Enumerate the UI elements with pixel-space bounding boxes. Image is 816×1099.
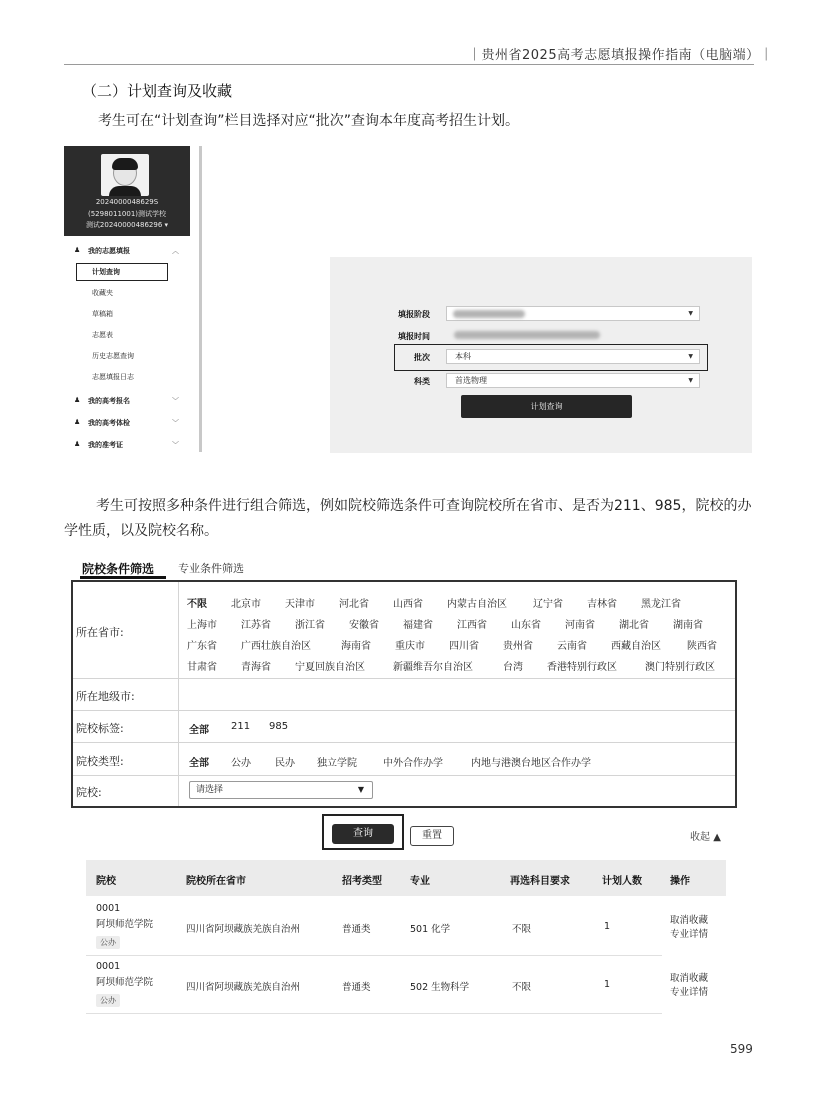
chevron-down-icon[interactable]: ﹀ [172, 397, 179, 405]
major: 502 生物科学 [410, 982, 470, 993]
batch-label: 批次 [414, 353, 430, 362]
tag-option-all[interactable]: 全部 [189, 725, 209, 736]
province-option[interactable]: 不限 [187, 599, 207, 610]
column-header: 院校 [96, 876, 116, 887]
filter-table [71, 580, 737, 808]
province-option[interactable]: 河南省 [565, 620, 595, 631]
column-header: 操作 [670, 876, 690, 887]
sidebar-item-admission-ticket[interactable]: 我的准考证 [88, 441, 123, 449]
school-location: 四川省阿坝藏族羌族自治州 [186, 982, 301, 993]
province-option[interactable]: 西藏自治区 [611, 641, 661, 652]
province-option[interactable]: 江西省 [457, 620, 487, 631]
sidebar-item-favorites[interactable]: 收藏夹 [92, 289, 113, 297]
section-title: （二）计划查询及收藏 [82, 82, 233, 100]
subject-select[interactable]: 首选物理 ▼ [446, 373, 700, 388]
province-option[interactable]: 上海市 [187, 620, 217, 631]
chevron-down-icon: ▼ [688, 377, 693, 384]
major-detail-link[interactable]: 专业详情 [670, 929, 709, 940]
province-option[interactable]: 台湾 [503, 662, 523, 673]
province-option[interactable]: 陕西省 [687, 641, 717, 652]
province-option[interactable]: 黑龙江省 [641, 599, 681, 610]
reset-button[interactable]: 重置 [410, 826, 454, 846]
tag-option-985[interactable]: 985 [269, 721, 289, 732]
paragraph-filter: 考生可按照多种条件进行组合筛选，例如院校筛选条件可查询院校所在省市、是否为211、985，院校的办学性质，以及院校名称。 [64, 498, 752, 539]
province-option[interactable]: 宁夏回族自治区 [295, 662, 365, 673]
column-header: 计划人数 [602, 876, 642, 887]
sidebar-item-log[interactable]: 志愿填报日志 [92, 373, 134, 381]
nature-badge: 公办 [96, 936, 120, 949]
type-row [73, 743, 735, 776]
sidebar-item-registration[interactable]: 我的高考报名 [88, 397, 130, 405]
sidebar-user-panel [64, 146, 190, 236]
school-location: 四川省阿坝藏族羌族自治州 [186, 924, 301, 935]
sidebar-item-application[interactable]: 志愿表 [92, 331, 113, 339]
page-header-title: ｜贵州省2025高考志愿填报操作指南（电脑端）｜ [468, 48, 774, 63]
province-option[interactable]: 海南省 [341, 641, 371, 652]
query-button[interactable]: 查询 [332, 824, 394, 844]
tag-option-211[interactable]: 211 [231, 721, 251, 732]
batch-select[interactable]: 本科 ▼ [446, 349, 700, 364]
province-row [73, 582, 735, 679]
column-header: 招考类型 [342, 876, 382, 887]
province-option[interactable]: 北京市 [231, 599, 261, 610]
province-option[interactable]: 安徽省 [349, 620, 379, 631]
major: 501 化学 [410, 924, 451, 935]
unfavorite-link[interactable]: 取消收藏 [670, 973, 709, 984]
type-option-hk-macao-taiwan[interactable]: 内地与港澳台地区合作办学 [471, 758, 591, 769]
province-label: 所在省市: [76, 626, 124, 639]
highlight-box [322, 814, 404, 850]
province-option[interactable]: 辽宁省 [533, 599, 563, 610]
admission-type: 普通类 [342, 924, 371, 935]
sidebar-item-medical[interactable]: 我的高考体检 [88, 419, 130, 427]
province-option[interactable]: 湖南省 [673, 620, 703, 631]
school-code: 0001 [96, 961, 121, 972]
chevron-down-icon[interactable]: ﹀ [172, 441, 179, 449]
type-label: 院校类型: [76, 755, 124, 768]
chevron-down-icon[interactable]: ﹀ [172, 419, 179, 427]
province-option[interactable]: 天津市 [285, 599, 315, 610]
province-option[interactable]: 浙江省 [295, 620, 325, 631]
active-tab-underline [80, 576, 166, 579]
table-row [86, 900, 709, 956]
tab-school-filter[interactable]: 院校条件筛选 [82, 562, 155, 576]
sidebar-group-label[interactable]: 我的志愿填报 [88, 247, 130, 255]
chevron-down-icon: ▾ [164, 221, 169, 229]
subject-requirement: 不限 [512, 982, 532, 993]
results-header [86, 860, 726, 896]
province-option[interactable]: 甘肃省 [187, 662, 217, 673]
page-number: 599 [730, 1042, 753, 1056]
major-detail-link[interactable]: 专业详情 [670, 987, 709, 998]
plan-query-button[interactable]: 计划查询 [461, 395, 632, 418]
subject-label: 科类 [414, 377, 430, 386]
sidebar-item-drafts[interactable]: 草稿箱 [92, 310, 113, 318]
time-value-blurred [454, 331, 600, 339]
column-header: 再选科目要求 [510, 876, 570, 887]
time-label: 填报时间 [398, 332, 430, 341]
province-option[interactable]: 山东省 [511, 620, 541, 631]
province-option[interactable]: 香港特别行政区 [547, 662, 617, 673]
city-row [73, 679, 735, 711]
paragraph-intro: 考生可在“计划查询”栏目选择对应“批次”查询本年度高考招生计划。 [98, 113, 520, 129]
plan-count: 1 [604, 921, 611, 932]
sidebar-item-plan-query[interactable]: 计划查询 [92, 268, 120, 276]
type-option-sino-foreign[interactable]: 中外合作办学 [383, 758, 443, 769]
nature-badge: 公办 [96, 994, 120, 1007]
school-code: 0001 [96, 903, 121, 914]
province-option[interactable]: 福建省 [403, 620, 433, 631]
highlight-box [76, 263, 168, 281]
province-option[interactable]: 山西省 [393, 599, 423, 610]
user-account[interactable]: 测试20240000486296 ▾ [85, 221, 169, 229]
chevron-down-icon: ▼ [688, 353, 693, 360]
user-school: (5298011001)测试学校 [88, 210, 166, 218]
collapse-toggle[interactable]: 收起 ▲ [690, 832, 721, 843]
user-id: 2024000048629S [95, 198, 159, 206]
chevron-up-icon[interactable]: ︿ [172, 247, 179, 255]
province-option[interactable]: 内蒙古自治区 [447, 599, 507, 610]
user-icon: ♟ [74, 440, 81, 448]
user-icon: ♟ [74, 396, 81, 404]
column-header: 院校所在省市 [186, 876, 246, 887]
user-icon: ♟ [74, 418, 81, 426]
plan-count: 1 [604, 979, 611, 990]
avatar [101, 154, 149, 196]
user-icon: ♟ [74, 246, 81, 254]
province-option[interactable]: 重庆市 [395, 641, 425, 652]
province-option[interactable]: 青海省 [241, 662, 271, 673]
province-option[interactable]: 云南省 [557, 641, 587, 652]
caret-down-icon: ▼ [357, 785, 364, 794]
city-label: 所在地级市: [76, 690, 135, 703]
type-option-all[interactable]: 全部 [189, 758, 209, 769]
sidebar-item-history[interactable]: 历史志愿查询 [92, 352, 134, 360]
triangle-up-icon: ▲ [713, 832, 721, 843]
tab-major-filter[interactable]: 专业条件筛选 [178, 562, 244, 575]
type-option-public[interactable]: 公办 [231, 758, 251, 769]
province-option[interactable]: 湖北省 [619, 620, 649, 631]
type-option-private[interactable]: 民办 [275, 758, 295, 769]
province-option[interactable]: 河北省 [339, 599, 369, 610]
header-divider [64, 64, 754, 65]
column-header: 专业 [410, 876, 430, 887]
subject-requirement: 不限 [512, 924, 532, 935]
stage-label: 填报阶段 [398, 310, 430, 319]
tag-row [73, 711, 735, 743]
tag-label: 院校标签: [76, 722, 124, 735]
province-option[interactable]: 广西壮族自治区 [241, 641, 311, 652]
school-name: 阿坝师范学院 [96, 919, 154, 930]
unfavorite-link[interactable]: 取消收藏 [670, 915, 709, 926]
plan-query-form [330, 257, 752, 453]
province-option[interactable]: 广东省 [187, 641, 217, 652]
sidebar-screenshot [64, 146, 202, 452]
school-label: 院校: [76, 786, 102, 799]
province-option[interactable]: 江苏省 [241, 620, 271, 631]
chevron-down-icon: ▼ [688, 310, 693, 317]
province-option[interactable]: 新疆维吾尔自治区 [393, 662, 473, 673]
school-select[interactable]: 请选择 ▼ [189, 781, 373, 799]
province-option[interactable]: 贵州省 [503, 641, 533, 652]
table-row [86, 958, 709, 1014]
province-option[interactable]: 吉林省 [587, 599, 617, 610]
stage-select[interactable] [446, 306, 700, 321]
province-option[interactable]: 澳门特别行政区 [645, 662, 715, 673]
province-option[interactable]: 四川省 [449, 641, 479, 652]
admission-type: 普通类 [342, 982, 371, 993]
type-option-independent[interactable]: 独立学院 [317, 758, 357, 769]
school-name: 阿坝师范学院 [96, 977, 154, 988]
